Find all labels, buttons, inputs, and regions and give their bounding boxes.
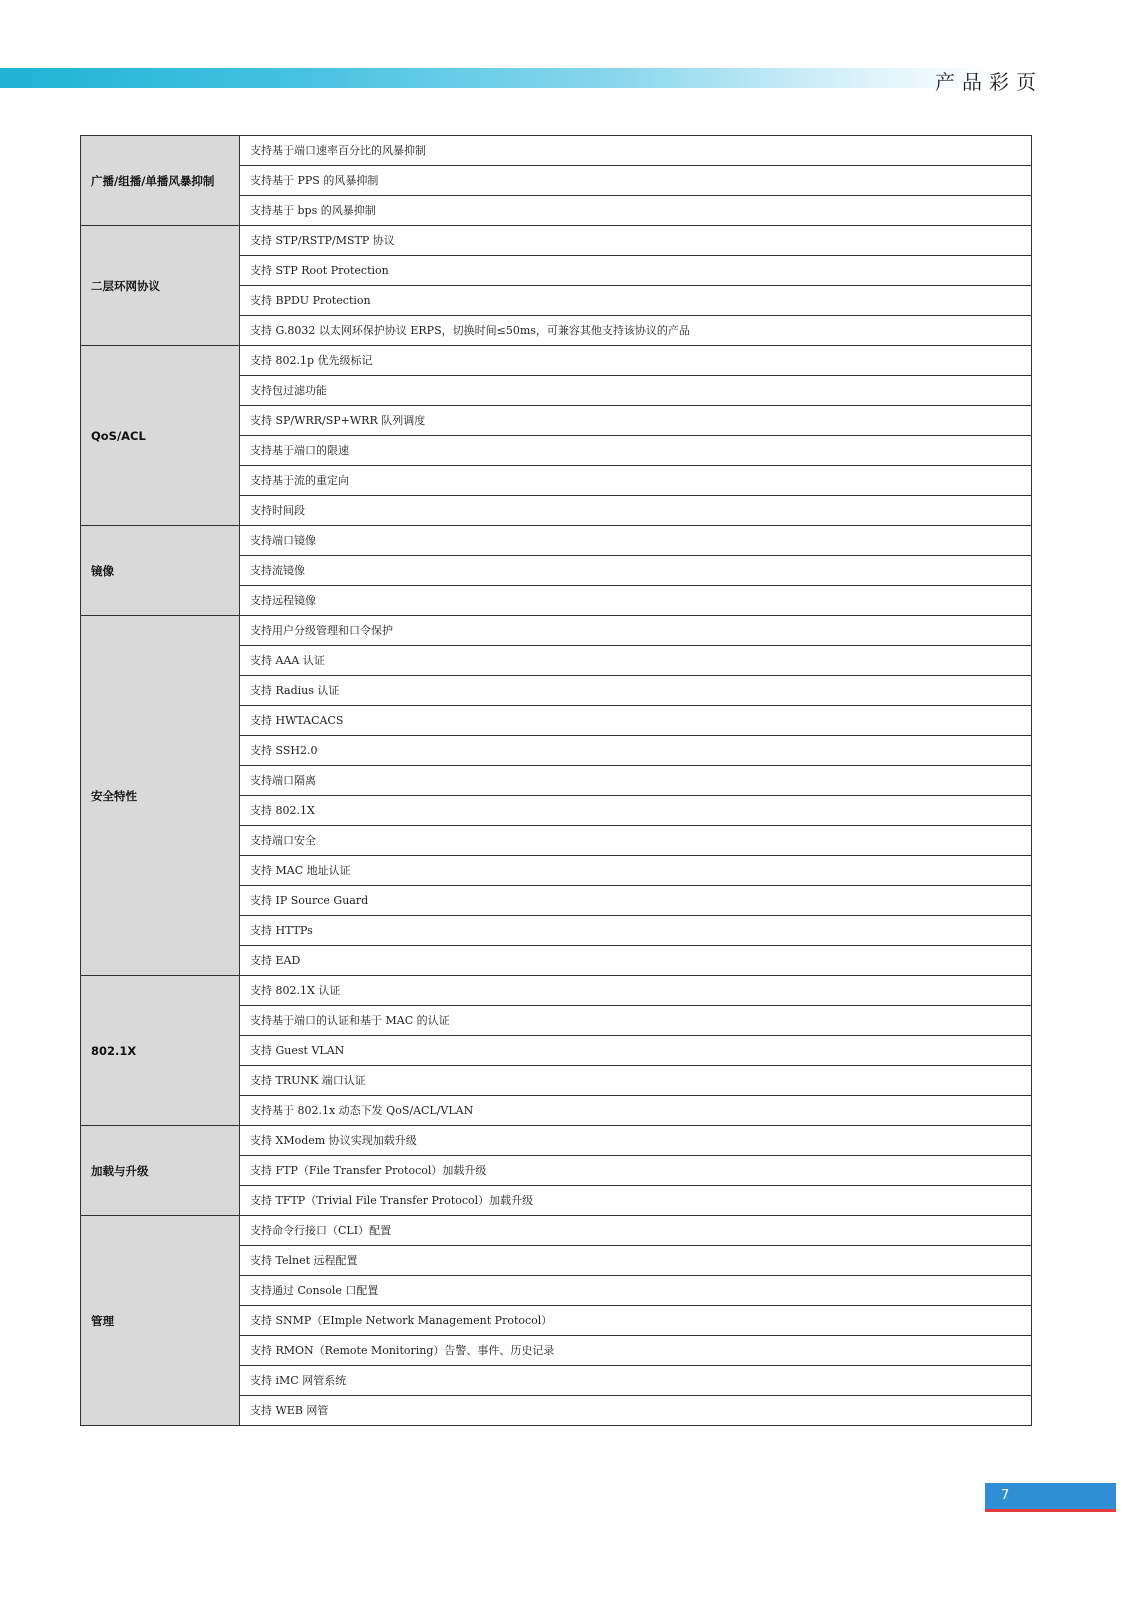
feature-cell: 支持命令行接口（CLI）配置 bbox=[240, 1216, 1032, 1246]
feature-cell: 支持 SP/WRR/SP+WRR 队列调度 bbox=[240, 406, 1032, 436]
feature-cell: 支持 WEB 网管 bbox=[240, 1396, 1032, 1426]
table-row bbox=[81, 976, 1032, 1006]
category-cell: 广播/组播/单播风暴抑制 bbox=[81, 136, 240, 226]
feature-cell: 支持 Telnet 远程配置 bbox=[240, 1246, 1032, 1276]
table-row bbox=[81, 1216, 1032, 1246]
category-cell: 管理 bbox=[81, 1216, 240, 1426]
feature-cell: 支持基于端口速率百分比的风暴抑制 bbox=[240, 136, 1032, 166]
feature-cell: 支持 MAC 地址认证 bbox=[240, 856, 1032, 886]
feature-cell: 支持基于 bps 的风暴抑制 bbox=[240, 196, 1032, 226]
table-row bbox=[81, 526, 1032, 556]
feature-cell: 支持 BPDU Protection bbox=[240, 286, 1032, 316]
feature-cell: 支持端口隔离 bbox=[240, 766, 1032, 796]
feature-cell: 支持 EAD bbox=[240, 946, 1032, 976]
category-cell: 二层环网协议 bbox=[81, 226, 240, 346]
feature-cell: 支持远程镜像 bbox=[240, 586, 1032, 616]
feature-cell: 支持 Radius 认证 bbox=[240, 676, 1032, 706]
feature-cell: 支持用户分级管理和口令保护 bbox=[240, 616, 1032, 646]
category-cell: 加载与升级 bbox=[81, 1126, 240, 1216]
feature-cell: 支持 Guest VLAN bbox=[240, 1036, 1032, 1066]
feature-cell: 支持基于端口的认证和基于 MAC 的认证 bbox=[240, 1006, 1032, 1036]
page-number-box bbox=[985, 1483, 1116, 1512]
feature-cell: 支持 IP Source Guard bbox=[240, 886, 1032, 916]
feature-cell: 支持基于流的重定向 bbox=[240, 466, 1032, 496]
page-number: 7 bbox=[1001, 1488, 1010, 1503]
page-header-title: 产品彩页 bbox=[935, 70, 1043, 94]
feature-cell: 支持端口安全 bbox=[240, 826, 1032, 856]
category-cell: 802.1X bbox=[81, 976, 240, 1126]
feature-cell: 支持 802.1X 认证 bbox=[240, 976, 1032, 1006]
table-row bbox=[81, 346, 1032, 376]
feature-cell: 支持 iMC 网管系统 bbox=[240, 1366, 1032, 1396]
category-cell: 镜像 bbox=[81, 526, 240, 616]
feature-cell: 支持 TRUNK 端口认证 bbox=[240, 1066, 1032, 1096]
feature-cell: 支持 802.1X bbox=[240, 796, 1032, 826]
spec-table-body bbox=[81, 136, 1032, 1426]
feature-cell: 支持 G.8032 以太网环保护协议 ERPS，切换时间≤50ms，可兼容其他支持该协议的产品 bbox=[240, 316, 1032, 346]
feature-cell: 支持 TFTP（Trivial File Transfer Protocol）加载升级 bbox=[240, 1186, 1032, 1216]
category-cell: 安全特性 bbox=[81, 616, 240, 976]
feature-cell: 支持 SNMP（EImple Network Management Protocol） bbox=[240, 1306, 1032, 1336]
table-row bbox=[81, 616, 1032, 646]
category-cell: QoS/ACL bbox=[81, 346, 240, 526]
table-row bbox=[81, 136, 1032, 166]
feature-cell: 支持 STP/RSTP/MSTP 协议 bbox=[240, 226, 1032, 256]
feature-cell: 支持端口镜像 bbox=[240, 526, 1032, 556]
feature-cell: 支持基于端口的限速 bbox=[240, 436, 1032, 466]
table-row bbox=[81, 226, 1032, 256]
feature-cell: 支持流镜像 bbox=[240, 556, 1032, 586]
table-row bbox=[81, 1126, 1032, 1156]
feature-cell: 支持 STP Root Protection bbox=[240, 256, 1032, 286]
spec-table bbox=[80, 135, 1032, 1426]
feature-cell: 支持包过滤功能 bbox=[240, 376, 1032, 406]
feature-cell: 支持通过 Console 口配置 bbox=[240, 1276, 1032, 1306]
feature-cell: 支持基于 PPS 的风暴抑制 bbox=[240, 166, 1032, 196]
feature-cell: 支持时间段 bbox=[240, 496, 1032, 526]
feature-cell: 支持 802.1p 优先级标记 bbox=[240, 346, 1032, 376]
feature-cell: 支持 RMON（Remote Monitoring）告警、事件、历史记录 bbox=[240, 1336, 1032, 1366]
feature-cell: 支持基于 802.1x 动态下发 QoS/ACL/VLAN bbox=[240, 1096, 1032, 1126]
feature-cell: 支持 HTTPs bbox=[240, 916, 1032, 946]
feature-cell: 支持 HWTACACS bbox=[240, 706, 1032, 736]
feature-cell: 支持 XModem 协议实现加载升级 bbox=[240, 1126, 1032, 1156]
feature-cell: 支持 AAA 认证 bbox=[240, 646, 1032, 676]
feature-cell: 支持 FTP（File Transfer Protocol）加载升级 bbox=[240, 1156, 1032, 1186]
feature-cell: 支持 SSH2.0 bbox=[240, 736, 1032, 766]
